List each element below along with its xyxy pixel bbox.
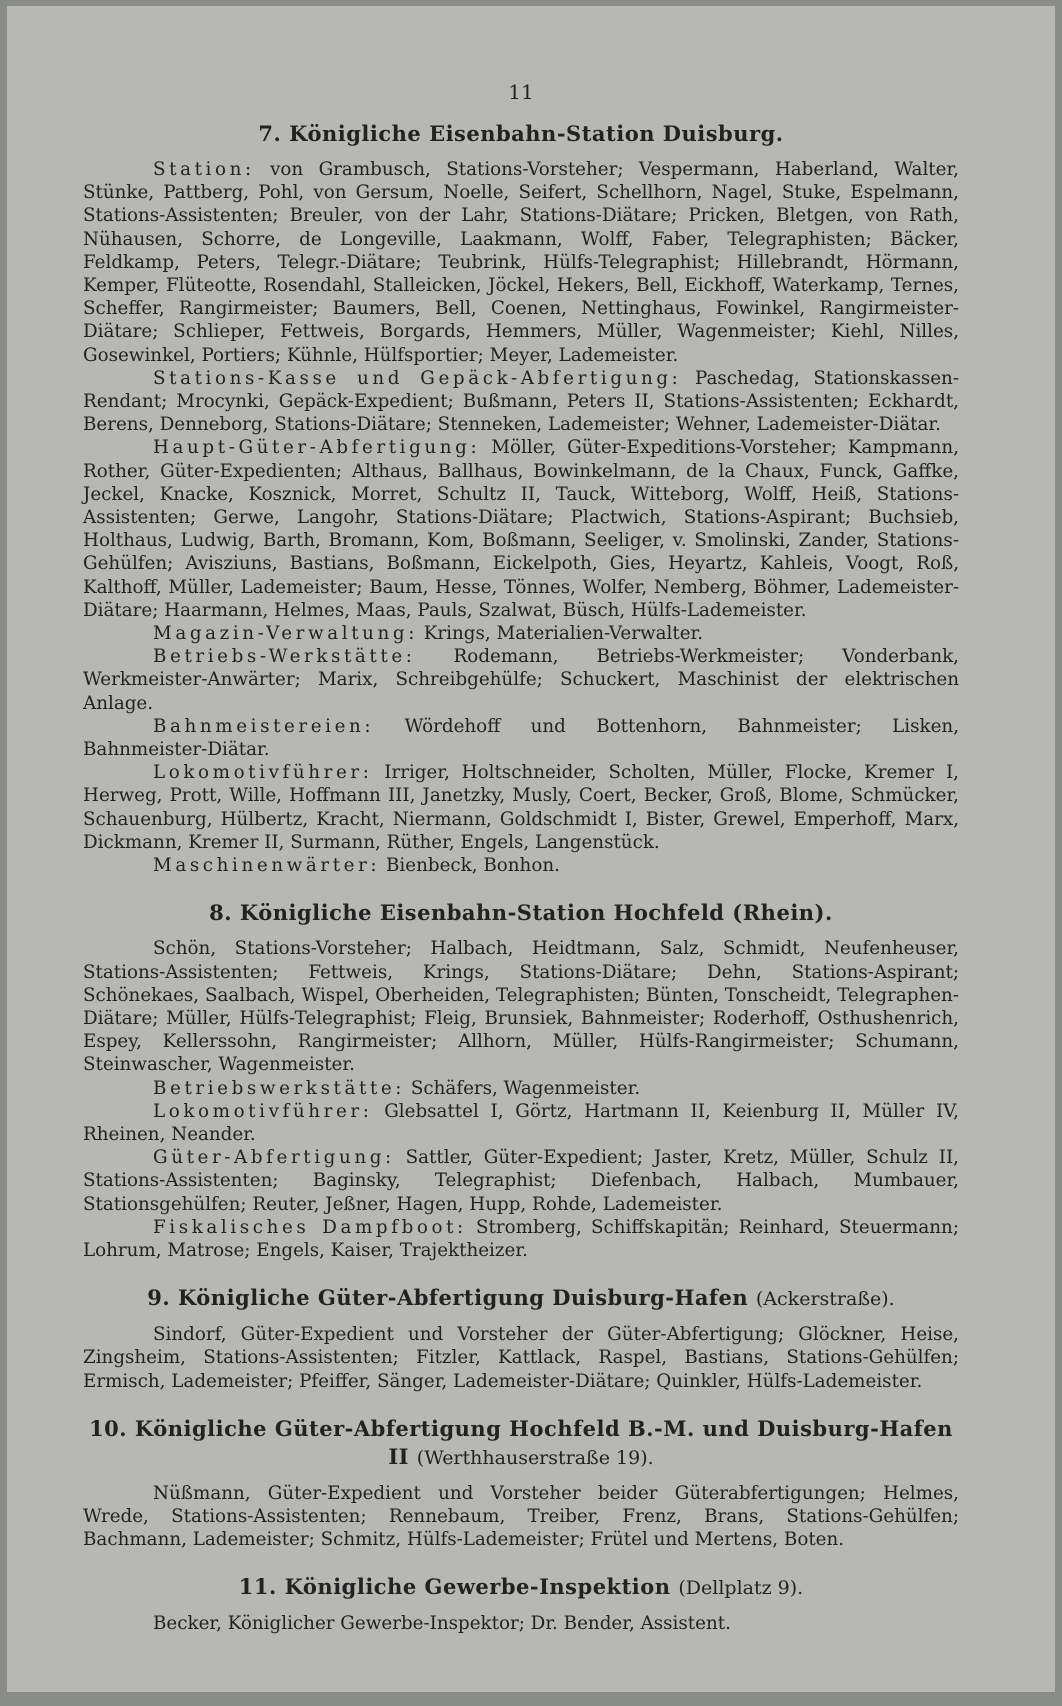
- paragraph: [83, 1100, 959, 1146]
- paragraph: [83, 1216, 959, 1262]
- paragraph-lead: Lokomotivführer:: [153, 1100, 373, 1122]
- paragraph-text: Möller, Güter-Expeditions-Vorsteher; Kampmann, Rother, Güter-Expedienten; Althaus, Ballhaus, Bowinkelmann, de la Chaux, Funck, Gaffke, Jeckel, Knacke, Kosznick, Morret, Schultz II, Tauck, Witteborg, Wolff, Heiß, Stations-Assistenten; Gerwe, Langohr, Stations-Diätare; Plactwich, Stations-Aspirant; Buchsieb, Holthaus, Ludwig, Barth, Bromann, Kom, Boßmann, Seeliger, v. Smolinski, Zander, Stations-Gehülfen; Avisziuns, Bastians, Boßmann, Eickelpoth, Gies, Heyartz, Kahleis, Voogt, Roß, Kalthoff, Müller, Lademeister; Baum, Hesse, Tönnes, Wolfer, Nemberg, Böhmer, Lademeister-Diätare; Haarmann, Helmes, Maas, Pauls, Szalwat, Büsch, Hülfs-Lademeister.: [83, 437, 960, 621]
- paragraph-lead: Haupt-Güter-Abfertigung:: [153, 437, 481, 459]
- paragraph-lead: Station:: [153, 159, 255, 180]
- section-title-11: [83, 1573, 959, 1602]
- section-title-8: 8. Königliche Eisenbahn-Station Hochfeld (Rhein).: [209, 900, 833, 926]
- section-title-10: [83, 1415, 959, 1472]
- paragraph-text: von Grambusch, Stations-Vorsteher; Vespermann, Haberland, Walter, Stünke, Pattberg, Pohl, von Gersum, Noelle, Seifert, Schellhorn, Nagel, Stuke, Espelmann, Stations-Assistenten; Breuler, von der Lahr, Stations-Diätare; Pricken, Bletgen, von Rath, Nühausen, Schorre, de Longeville, Laakmann, Wolff, Faber, Telegraphisten; Bäcker, Feldkamp, Peters, Telegr.-Diätare; Teubrink, Hülfs-Telegraphist; Hillebrandt, Hörmann, Kemper, Flüteotte, Rosendahl, Stalleicken, Jöckel, Hekers, Bell, Eickhoff, Waterkamp, Ternes, Scheffer, Rangirmeister; Baumers, Bell, Coenen, Nettinghaus, Fowinkel, Rangirmeister-Diätare; Schlieper, Fettweis, Borgards, Hemmers, Müller, Wagenmeister; Kiehl, Nilles, Gosewinkel, Portiers; Kühnle, Hülfsportier; Meyer, Lademeister.: [83, 159, 959, 366]
- paragraph: [83, 622, 959, 645]
- paragraph: [83, 645, 959, 715]
- paragraph-lead: Stations-Kasse und Gepäck-Abfertigung:: [153, 367, 682, 389]
- paragraph-text: Schön, Stations-Vorsteher; Halbach, Heidtmann, Salz, Schmidt, Neufenheuser, Stations-Assistenten; Fettweis, Krings, Stations-Diätare; Dehn, Stations-Aspirant; Schönekaes, Saalbach, Wispel, Oberheiden, Telegraphisten; Bünten, Tonscheidt, Telegraphen-Diätare; Müller, Hülfs-Telegraphist; Fleig, Brunsiek, Bahnmeister; Roderhoff, Osthushenrich, Espey, Kellerssohn, Rangirmeister; Allhorn, Müller, Hülfs-Rangirmeister; Schumann, Steinwascher, Wagenmeister.: [83, 938, 959, 1076]
- paragraph-text: Rodemann, Betriebs-Werkmeister; Vonderbank, Werkmeister-Anwärter; Marix, Schreibgehülfe; Schuckert, Maschinist der elektrischen Anlage.: [83, 646, 959, 714]
- paragraph-text: Wördehoff und Bottenhorn, Bahnmeister; Lisken, Bahnmeister-Diätar.: [83, 715, 960, 761]
- paragraph: [83, 1077, 959, 1100]
- paragraph-lead: Maschinenwärter:: [153, 855, 381, 877]
- section-title-main: 11. Königliche Gewerbe-Inspektion: [238, 1574, 671, 1600]
- paragraph-text: Sattler, Güter-Expedient; Jaster, Kretz, Müller, Schulz II, Stations-Assistenten; Baginsky, Telegraphist; Diefenbach, Halbach, Mumbauer, Stationsgehülfen; Reuter, Jeßner, Hagen, Hupp, Rohde, Lademeister.: [83, 1147, 959, 1215]
- paragraph: [83, 367, 959, 437]
- paragraph-lead: Magazin-Verwaltung:: [153, 623, 418, 645]
- paragraph: [83, 715, 959, 761]
- paragraph-text: Irriger, Holtschneider, Scholten, Müller, Flocke, Kremer I, Herweg, Prott, Wille, Hoffmann III, Janetzky, Musly, Coert, Becker, Groß, Blome, Schmücker, Schauenburg, Hülbertz, Kracht, Niermann, Goldschmidt I, Bister, Grewel, Emperhoff, Marx, Dickmann, Kremer II, Surmann, Rüther, Engels, Langenstück.: [83, 762, 959, 853]
- paragraph-text: Sindorf, Güter-Expedient und Vorsteher der Güter-Abfertigung; Glöckner, Heise, Zingsheim, Stations-Assistenten; Fitzler, Kattlack, Raspel, Bastians, Stations-Gehülfen; Ermisch, Lademeister; Pfeiffer, Sänger, Lademeister-Diätare; Quinkler, Hülfs-Lademeister.: [83, 1324, 959, 1392]
- paragraph: [83, 1323, 959, 1393]
- paragraph: [83, 158, 959, 367]
- paragraph: [83, 937, 959, 1076]
- section-title-suffix: (Dellplatz 9).: [678, 1577, 804, 1600]
- paragraph-text: Glebsattel I, Görtz, Hartmann II, Keienburg II, Müller IV, Rheinen, Neander.: [83, 1100, 959, 1145]
- section-title-suffix: (Ackerstraße).: [755, 1288, 895, 1311]
- paragraph-lead: Güter-Abfertigung:: [153, 1147, 395, 1169]
- paragraph-text: Becker, Königlicher Gewerbe-Inspektor; Dr. Bender, Assistent.: [153, 1613, 731, 1635]
- paragraph: [83, 1612, 959, 1635]
- paragraph-text: Krings, Materialien-Verwalter.: [423, 623, 704, 645]
- section-title-suffix: (Werthhauserstraße 19).: [416, 1446, 654, 1469]
- section-title-9: [83, 1284, 959, 1313]
- paragraph-lead: Betriebs-Werkstätte:: [153, 646, 416, 668]
- paragraph-lead: Bahnmeistereien:: [153, 715, 375, 737]
- paragraph: [83, 436, 959, 622]
- section-title-7: 7. Königliche Eisenbahn-Station Duisburg.: [258, 121, 784, 146]
- paragraph-lead: Fiskalisches Dampfboot:: [153, 1216, 467, 1238]
- paragraph-text: Nüßmann, Güter-Expedient und Vorsteher beider Güterabfertigungen; Helmes, Wrede, Stations-Assistenten; Rennebaum, Treiber, Frenz, Brans, Stations-Gehülfen; Bachmann, Lademeister; Schmitz, Hülfs-Lademeister; Frütel und Mertens, Boten.: [83, 1482, 959, 1551]
- paragraph: [83, 761, 959, 854]
- section-title-main: 10. Königliche Güter-Abfertigung Hochfeld B.-M. und Duisburg-Hafen II: [89, 1415, 953, 1469]
- page-number: 11: [508, 80, 534, 104]
- document-page: [7, 6, 1055, 1692]
- paragraph-text: Paschedag, Stationskassen-Rendant; Mrocynki, Gepäck-Expedient; Bußmann, Peters II, Stations-Assistenten; Eckhardt, Berens, Denneborg, Stations-Diätare; Stenneken, Lademeister; Wehner, Lademeister-Diätar.: [83, 367, 959, 436]
- paragraph-text: Bienbeck, Bonhon.: [386, 855, 560, 877]
- paragraph: [83, 1146, 959, 1216]
- paragraph-lead: Lokomotivführer:: [153, 762, 373, 784]
- paragraph: [83, 1482, 959, 1552]
- paragraph-text: Stromberg, Schiffskapitän; Reinhard, Steuermann; Lohrum, Matrose; Engels, Kaiser, Trajektheizer.: [83, 1216, 959, 1261]
- paragraph-text: Schäfers, Wagenmeister.: [410, 1077, 641, 1099]
- paragraph-lead: Betriebswerkstätte:: [153, 1077, 406, 1099]
- paragraph: [83, 854, 959, 877]
- section-title-main: 9. Königliche Güter-Abfertigung Duisburg-Hafen: [147, 1285, 749, 1311]
